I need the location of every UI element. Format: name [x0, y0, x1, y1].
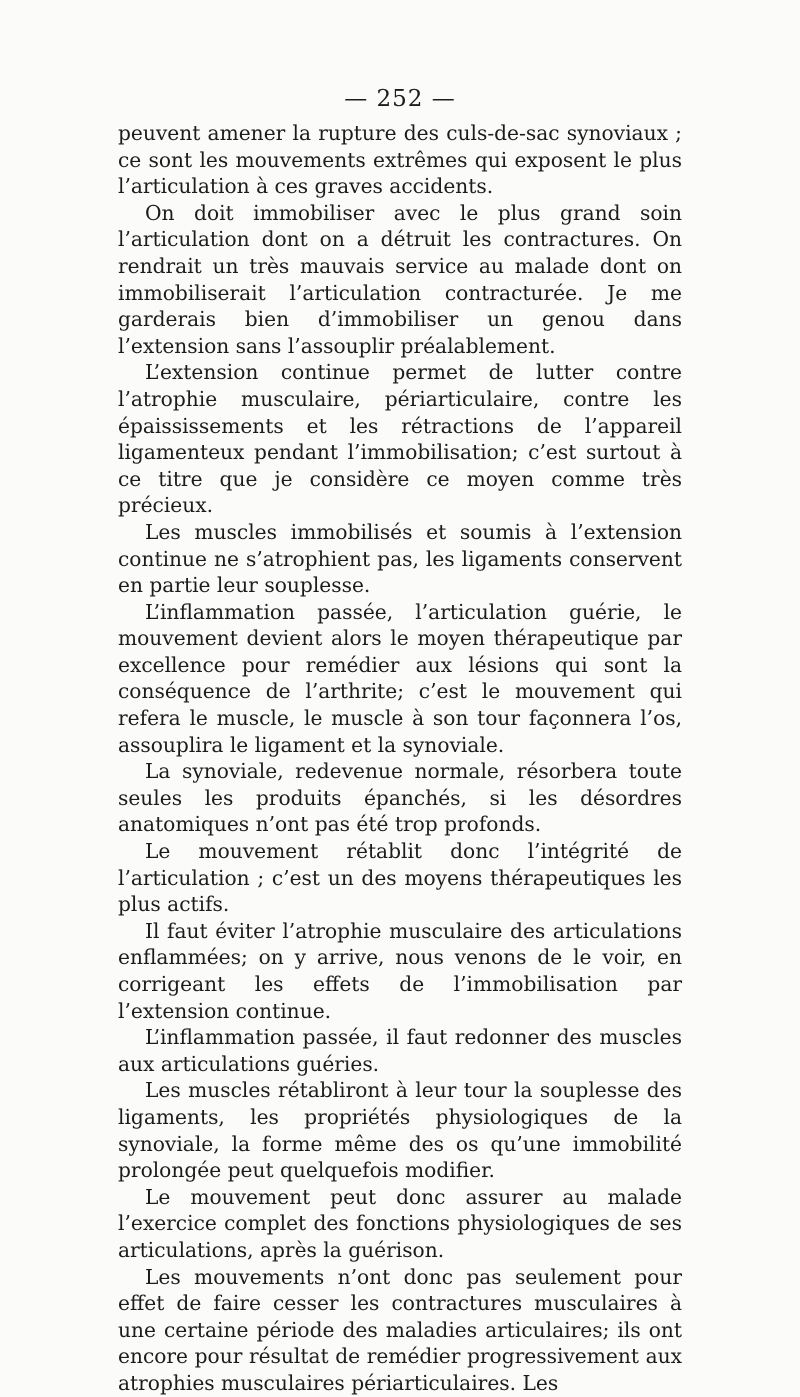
paragraph: Les muscles rétabliront à leur tour la souplesse des ligaments, les propriétés physiologiques de la synoviale, la forme même des os qu’une immobilité prolongée peut quelquefois modifier.	[118, 1078, 682, 1183]
paragraph: Les mouvements n’ont donc pas seulement pour effet de faire cesser les contractures musculaires à une certaine période des maladies articulaires; ils ont encore pour résultat de remédier progressivement aux atrophies musculaires périarticulaires. Les	[118, 1264, 682, 1395]
paragraph: Le mouvement rétablit donc l’intégrité de l’articulation ; c’est un des moyens thérapeutiques les plus actifs.	[118, 839, 682, 917]
paragraph: L’inflammation passée, l’articulation guérie, le mouvement devient alors le moyen thérapeutique par excellence pour remédier aux lésions qui sont la conséquence de l’arthrite; c’est le mouvement qui refera le muscle, le muscle à son tour façonnera l’os, assouplira le ligament et la synoviale.	[118, 599, 682, 757]
paragraph: Il faut éviter l’atrophie musculaire des articulations enflammées; on y arrive, nous venons de le voir, en corrigeant les effets de l’immobilisation par l’extension continue.	[118, 918, 682, 1023]
paragraph: L’extension continue permet de lutter contre l’atrophie musculaire, périarticulaire, contre les épaississements et les rétractions de l’appareil ligamenteux pendant l’immobilisation; c’est surtout à ce titre que je considère ce moyen comme très précieux.	[118, 360, 682, 518]
paragraph: Les muscles immobilisés et soumis à l’extension continue ne s’atrophient pas, les ligaments conservent en partie leur souplesse.	[118, 519, 682, 598]
paragraph: Le mouvement peut donc assurer au malade l’exercice complet des fonctions physiologiques de ses articulations, après la guérison.	[118, 1184, 682, 1262]
paragraph: On doit immobiliser avec le plus grand soin l’articulation dont on a détruit les contractures. On rendrait un très mauvais service au malade dont on immobiliserait l’articulation contracturée. Je me garderais bien d’immobiliser un genou dans l’extension sans l’assouplir préalablement.	[118, 200, 682, 358]
book-page	[118, 84, 682, 1397]
paragraph: peuvent amener la rupture des culs-de-sac synoviaux ; ce sont les mouvements extrêmes qui exposent le plus l’articulation à ces graves accidents.	[118, 121, 682, 199]
page-number: — 252 —	[344, 86, 456, 112]
paragraph: La synoviale, redevenue normale, résorbera toute seules les produits épanchés, si les désordres anatomiques n’ont pas été trop profonds.	[118, 759, 682, 837]
paragraph: L’inflammation passée, il faut redonner des muscles aux articulations guéries.	[118, 1025, 682, 1076]
body-text	[118, 120, 682, 1397]
